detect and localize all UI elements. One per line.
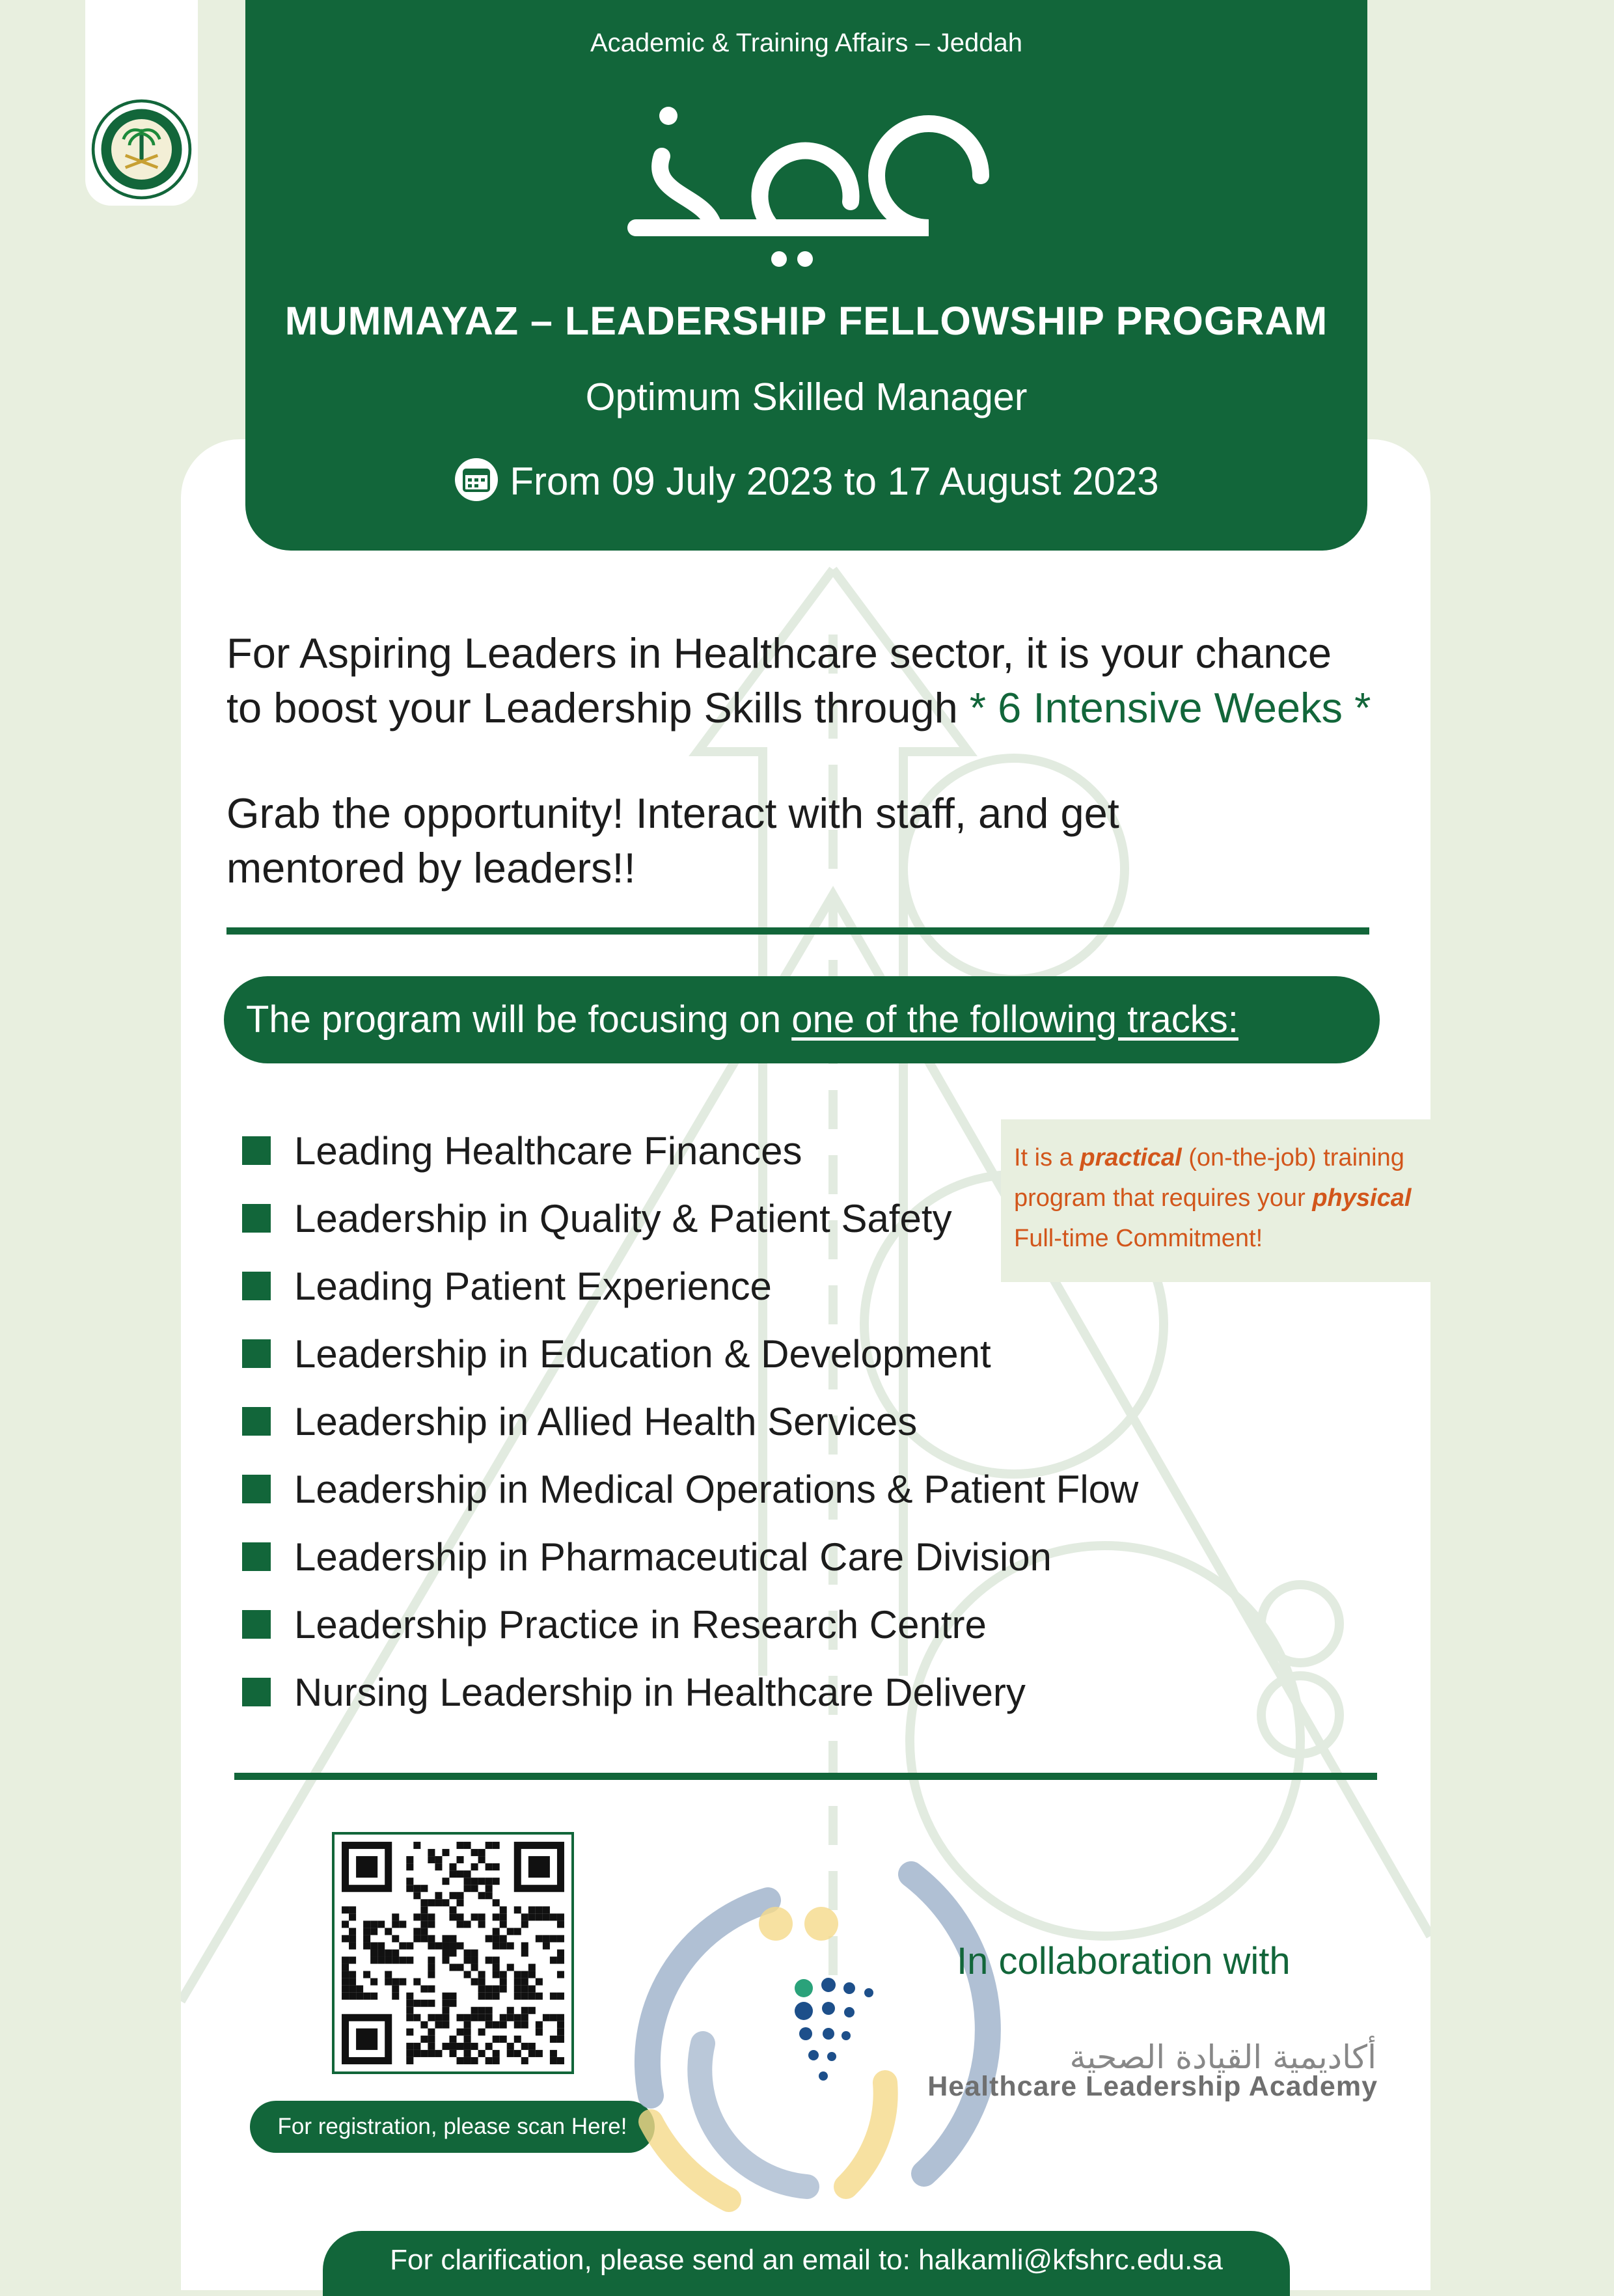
intro-line-3: Grab the opportunity! Interact with staff, and get: [226, 789, 1119, 837]
opportunity-paragraph: [226, 786, 1398, 895]
tracks-banner: [224, 976, 1380, 1063]
intensive-weeks-highlight: * 6 Intensive Weeks *: [969, 684, 1371, 731]
list-item: Leadership in Quality & Patient Safety: [242, 1184, 1138, 1252]
registration-qr-code[interactable]: [332, 1832, 574, 2074]
header-subtitle: Academic & Training Affairs – Jeddah: [590, 29, 1023, 57]
dates-text: From 09 July 2023 to 17 August 2023: [510, 459, 1159, 503]
academy-name-english: Healthcare Leadership Academy: [927, 2071, 1378, 2102]
program-tagline: Optimum Skilled Manager: [585, 376, 1028, 418]
academy-name-arabic: أكاديمية القيادة الصحية: [1069, 2038, 1376, 2076]
qr-code-pattern: [335, 1835, 571, 2071]
divider-bottom: [234, 1773, 1377, 1780]
list-item: Nursing Leadership in Healthcare Delivery: [242, 1658, 1138, 1726]
intro-line-2: to boost your Leadership Skills through: [226, 684, 970, 731]
mummayaz-logo: [610, 98, 1026, 267]
bullet-square-icon: [242, 1610, 271, 1639]
program-title: MUMMAYAZ – LEADERSHIP FELLOWSHIP PROGRAM: [284, 299, 1328, 343]
note-practical: practical: [1080, 1144, 1182, 1171]
header-banner: [245, 0, 1367, 551]
registration-label: For registration, please scan Here!: [250, 2101, 655, 2153]
intro-line-4: mentored by leaders!!: [226, 844, 636, 892]
bullet-square-icon: [242, 1407, 271, 1436]
bullet-square-icon: [242, 1678, 271, 1706]
intro-paragraph: [226, 626, 1398, 735]
hospital-seal-logo: [91, 99, 192, 200]
bullet-square-icon: [242, 1272, 271, 1300]
list-item: Leadership in Medical Operations & Patient Flow: [242, 1455, 1138, 1523]
divider-top: [226, 927, 1369, 935]
program-dates: [245, 457, 1367, 504]
list-item: Leading Patient Experience: [242, 1252, 1138, 1320]
contact-footer: For clarification, please send an email to: halkamli@kfshrc.edu.sa: [323, 2231, 1290, 2296]
bullet-square-icon: [242, 1136, 271, 1165]
bullet-square-icon: [242, 1339, 271, 1368]
collaboration-label: In collaboration with: [957, 1940, 1291, 1982]
list-item: Leadership in Pharmaceutical Care Division: [242, 1523, 1138, 1591]
intro-line-1: For Aspiring Leaders in Healthcare sector, it is your chance: [226, 629, 1332, 677]
calendar-icon: [454, 457, 499, 502]
list-item: Leadership in Education & Development: [242, 1320, 1138, 1387]
tracks-banner-underlined: one of the following tracks:: [791, 998, 1238, 1041]
bullet-square-icon: [242, 1475, 271, 1503]
bullet-square-icon: [242, 1542, 271, 1571]
note-physical: physical: [1312, 1184, 1412, 1212]
list-item: Leadership Practice in Research Centre: [242, 1591, 1138, 1658]
bullet-square-icon: [242, 1204, 271, 1233]
list-item: Leadership in Allied Health Services: [242, 1387, 1138, 1455]
tracks-banner-prefix: The program will be focusing on: [246, 998, 792, 1041]
commitment-note: It is a practical (on-the-job) training program that requires your physical Full-time Commitment!: [1001, 1119, 1432, 1282]
list-item: Leading Healthcare Finances: [242, 1117, 1138, 1184]
